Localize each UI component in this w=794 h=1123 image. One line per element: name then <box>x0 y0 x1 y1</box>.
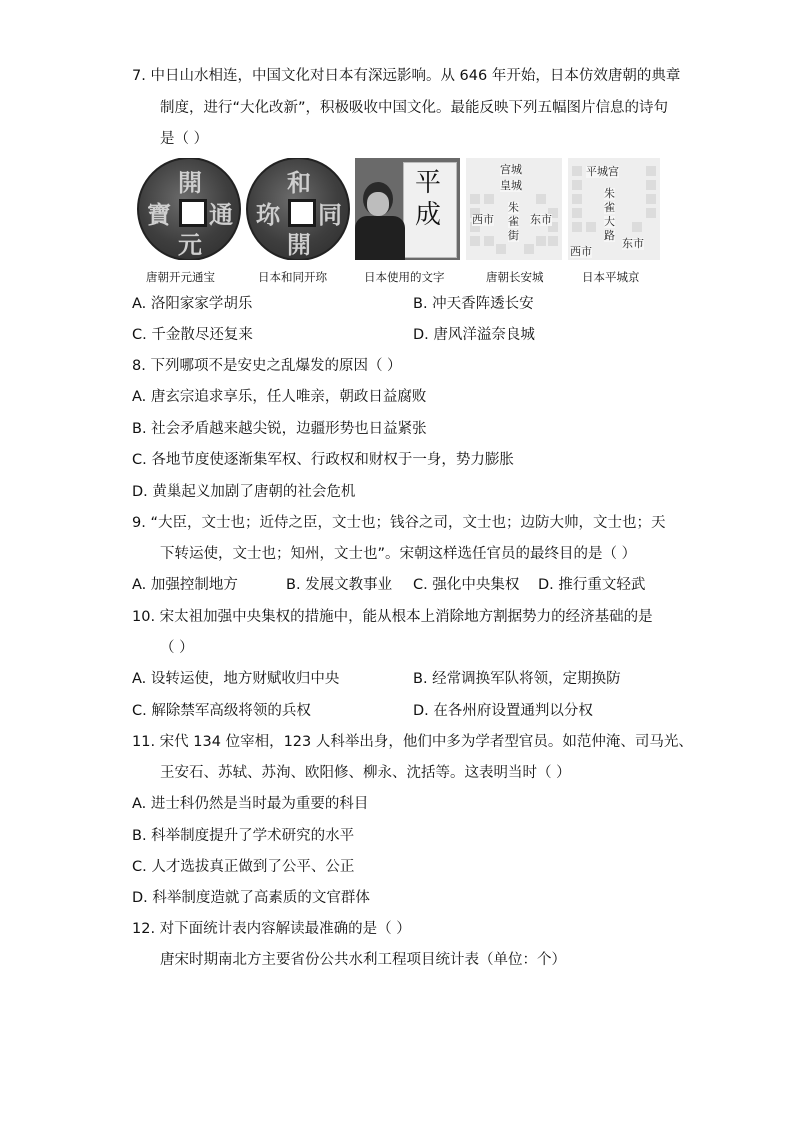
q7-option-a[interactable]: A. 洛阳家家学胡乐 <box>132 296 253 312</box>
map-label: 东市 <box>530 213 552 226</box>
q12-table-title: 唐宋时期南北方主要省份公共水利工程项目统计表（单位：个） <box>160 952 566 968</box>
q9-stem-line2: 下转运使，文士也；知州，文士也”。宋朝这样选任官员的最终目的是（ ） <box>160 546 637 562</box>
map-label: 大 <box>604 215 615 228</box>
q11-option-d[interactable]: D. 科举制度造就了高素质的文官群体 <box>132 890 370 906</box>
q11-option-b[interactable]: B. 科举制度提升了学术研究的水平 <box>132 828 355 844</box>
figure-caption: 日本使用的文字 <box>364 270 445 284</box>
q10-option-d[interactable]: D. 在各州府设置通判以分权 <box>413 703 593 719</box>
figure-caption: 唐朝开元通宝 <box>146 270 215 284</box>
coin-char: 元 <box>178 230 202 259</box>
map-label: 东市 <box>622 237 644 250</box>
q12-stem: 12. 对下面统计表内容解读最准确的是（ ） <box>132 921 411 937</box>
map-label: 雀 <box>508 215 519 228</box>
heijokyo-city-map <box>568 158 660 260</box>
q11-stem-line2: 王安石、苏轼、苏洵、欧阳修、柳永、沈括等。这表明当时（ ） <box>160 765 571 781</box>
kaiyuan-tongbao-coin-image <box>136 158 242 260</box>
q9-stem-line1: 9. “大臣，文士也；近侍之臣，文士也；钱谷之司，文士也；边防大帅，文士也；天 <box>132 515 666 531</box>
q8-option-b[interactable]: B. 社会矛盾越来越尖锐，边疆形势也日益紧张 <box>132 421 427 437</box>
map-label: 朱 <box>508 201 519 214</box>
coin-char: 珎 <box>256 200 280 229</box>
q10-stem-line1: 10. 宋太祖加强中央集权的措施中，能从根本上消除地方割据势力的经济基础的是 <box>132 609 653 625</box>
wado-kaichin-coin-image <box>245 158 351 260</box>
q7-option-c[interactable]: C. 千金散尽还复来 <box>132 327 253 343</box>
map-label: 西市 <box>570 245 592 258</box>
q8-stem: 8. 下列哪项不是安史之乱爆发的原因（ ） <box>132 358 402 374</box>
q9-option-b[interactable]: B. 发展文教事业 <box>286 577 393 593</box>
q7-stem-line2: 制度，进行“大化改新”，积极吸收中国文化。最能反映下列五幅图片信息的诗句 <box>160 100 669 116</box>
map-label: 皇城 <box>500 179 522 192</box>
q11-option-a[interactable]: A. 进士科仍然是当时最为重要的科目 <box>132 796 369 812</box>
figure-caption: 日本平城京 <box>582 270 640 284</box>
q10-option-a[interactable]: A. 设转运使，地方财赋收归中央 <box>132 671 340 687</box>
q11-option-c[interactable]: C. 人才选拔真正做到了公平、公正 <box>132 859 355 875</box>
q11-stem-line1: 11. 宋代 134 位宰相，123 人科举出身，他们中多为学者型官员。如范仲淹、司马光、 <box>132 734 693 750</box>
map-label: 雀 <box>604 201 615 214</box>
q7-stem-line3: 是（ ） <box>160 131 209 147</box>
map-label: 宫城 <box>500 163 522 176</box>
q9-option-a[interactable]: A. 加强控制地方 <box>132 577 238 593</box>
q7-option-d[interactable]: D. 唐风洋溢奈良城 <box>413 327 535 343</box>
coin-char: 開 <box>178 168 202 197</box>
q9-option-c[interactable]: C. 强化中央集权 <box>413 577 520 593</box>
coin-char: 同 <box>318 200 342 229</box>
q8-option-d[interactable]: D. 黄巢起义加剧了唐朝的社会危机 <box>132 484 356 500</box>
coin-char: 開 <box>287 230 311 259</box>
figure-caption: 日本和同开珎 <box>258 270 327 284</box>
changan-city-map <box>466 158 562 260</box>
map-label: 街 <box>508 229 519 242</box>
coin-char: 通 <box>209 200 233 229</box>
coin-char: 寶 <box>147 200 171 229</box>
map-label: 路 <box>604 229 615 242</box>
q10-option-c[interactable]: C. 解除禁军高级将领的兵权 <box>132 703 311 719</box>
calligraphy-char: 平 <box>415 168 442 198</box>
q9-option-d[interactable]: D. 推行重文轻武 <box>538 577 646 593</box>
q7-stem-line1: 7. 中日山水相连，中国文化对日本有深远影响。从 646 年开始，日本仿效唐朝的典章 <box>132 68 681 84</box>
coin-char: 和 <box>287 168 311 197</box>
map-label: 朱 <box>604 187 615 200</box>
calligraphy-char: 成 <box>415 200 442 230</box>
heisei-announcement-photo <box>355 158 460 260</box>
q7-option-b[interactable]: B. 冲天香阵透长安 <box>413 296 534 312</box>
map-label: 平城宫 <box>586 165 619 178</box>
q8-option-c[interactable]: C. 各地节度使逐渐集军权、行政权和财权于一身，势力膨胀 <box>132 452 514 468</box>
q8-option-a[interactable]: A. 唐玄宗追求享乐，任人唯亲，朝政日益腐败 <box>132 389 427 405</box>
person-suit-shape <box>355 216 405 260</box>
map-label: 西市 <box>472 213 494 226</box>
q10-option-b[interactable]: B. 经常调换军队将领，定期换防 <box>413 671 621 687</box>
figure-caption: 唐朝长安城 <box>486 270 544 284</box>
person-face-shape <box>367 192 389 216</box>
q10-stem-line2: （ ） <box>160 640 194 656</box>
